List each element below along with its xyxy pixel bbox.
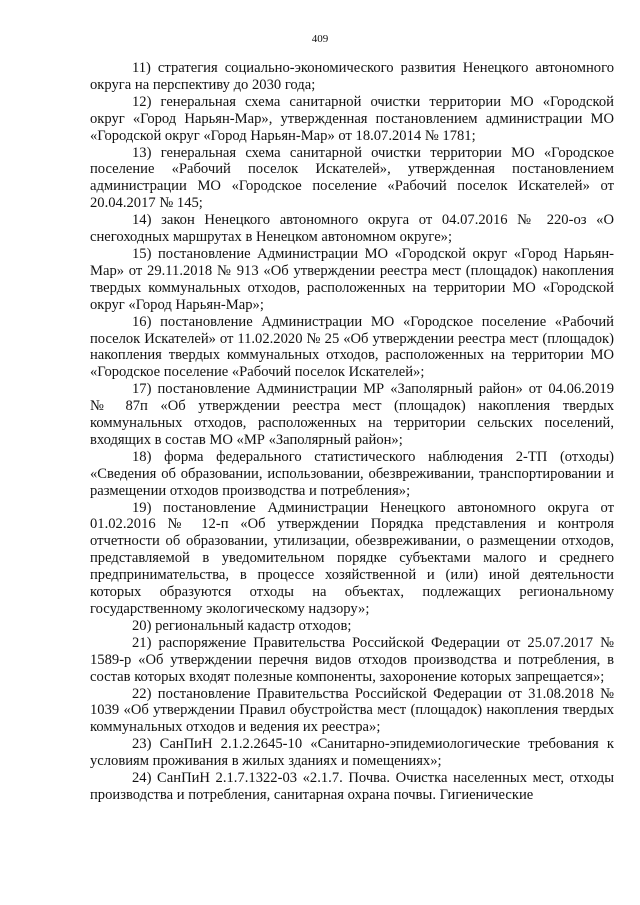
list-item-18: 18) форма федерального статистического наблюдения 2-ТП (отходы) «Сведения об образовании, использовании, обезвреживании, транспортировании и размещении отходов производства и потребления»; [90,448,614,499]
list-item-23: 23) СанПиН 2.1.2.2645-10 «Санитарно-эпидемиологические требования к условиям проживания в жилых зданиях и помещениях»; [90,736,614,770]
list-item-22: 22) постановление Правительства Российской Федерации от 31.08.2018 № 1039 «Об утверждении Правил обустройства мест (площадок) накопления твердых коммунальных отходов и ведения их реестра»; [90,685,614,736]
list-item-21: 21) распоряжение Правительства Российской Федерации от 25.07.2017 № 1589-р «Об утверждении перечня видов отходов производства и потребления, в состав которых входят полезные компоненты, захоронение которых запрещается»; [90,634,614,685]
document-body [90,60,614,804]
list-item-16: 16) постановление Администрации МО «Городское поселение «Рабочий поселок Искателей» от 11.02.2020 № 25 «Об утверждении реестра мест (площадок) накопления твердых коммунальных отходов, расположенных на территории МО «Городское поселение «Рабочий поселок Искателей»; [90,313,614,381]
list-item-24: 24) СанПиН 2.1.7.1322-03 «2.1.7. Почва. Очистка населенных мест, отходы производства и потребления, санитарная охрана почвы. Гигиенические [90,770,614,803]
list-item-12: 12) генеральная схема санитарной очистки территории МО «Городской округ «Город Нарьян-Мар», утвержденная постановлением администрации МО «Городской округ «Город Нарьян-Мар» от 18.07.2014 № 1781; [90,93,614,144]
list-item-11: 11) стратегия социально-экономического развития Ненецкого автономного округа на перспективу до 2030 года; [90,60,614,93]
page-number: 409 [311,33,329,45]
list-item-19: 19) постановление Администрации Ненецкого автономного округа от 01.02.2016 № 12-п «Об утверждении Порядка представления и контроля отчетности об образовании, утилизации, обезвреживании, о размещении отходов, представляемой в уведомительном порядке субъектами малого и среднего предпринимательства, в процессе хозяйственной и (или) иной деятельности которых образуются отходы на объектах, подлежащих региональному государственному экологическому надзору»; [90,499,614,617]
list-item-13: 13) генеральная схема санитарной очистки территории МО «Городское поселение «Рабочий поселок Искателей», утвержденная постановлением администрации МО «Городское поселение «Рабочий поселок Искателей» от 20.04.2017 № 145; [90,144,614,212]
list-item-20: 20) региональный кадастр отходов; [132,617,352,634]
list-item-15: 15) постановление Администрации МО «Городской округ «Город Нарьян-Мар» от 29.11.2018 № 913 «Об утверждении реестра мест (площадок) накопления твердых коммунальных отходов, расположенных на территории МО «Городской округ «Город Нарьян-Мар»; [90,245,614,313]
list-item-14: 14) закон Ненецкого автономного округа от 04.07.2016 № 220-оз «О снегоходных маршрутах в Ненецком автономном округе»; [90,212,614,246]
list-item-17: 17) постановление Администрации МР «Заполярный район» от 04.06.2019 № 87п «Об утверждении реестра мест (площадок) накопления твердых коммунальных отходов, расположенных на территории сельских поселений, входящих в состав МО «МР «Заполярный район»; [90,381,614,448]
